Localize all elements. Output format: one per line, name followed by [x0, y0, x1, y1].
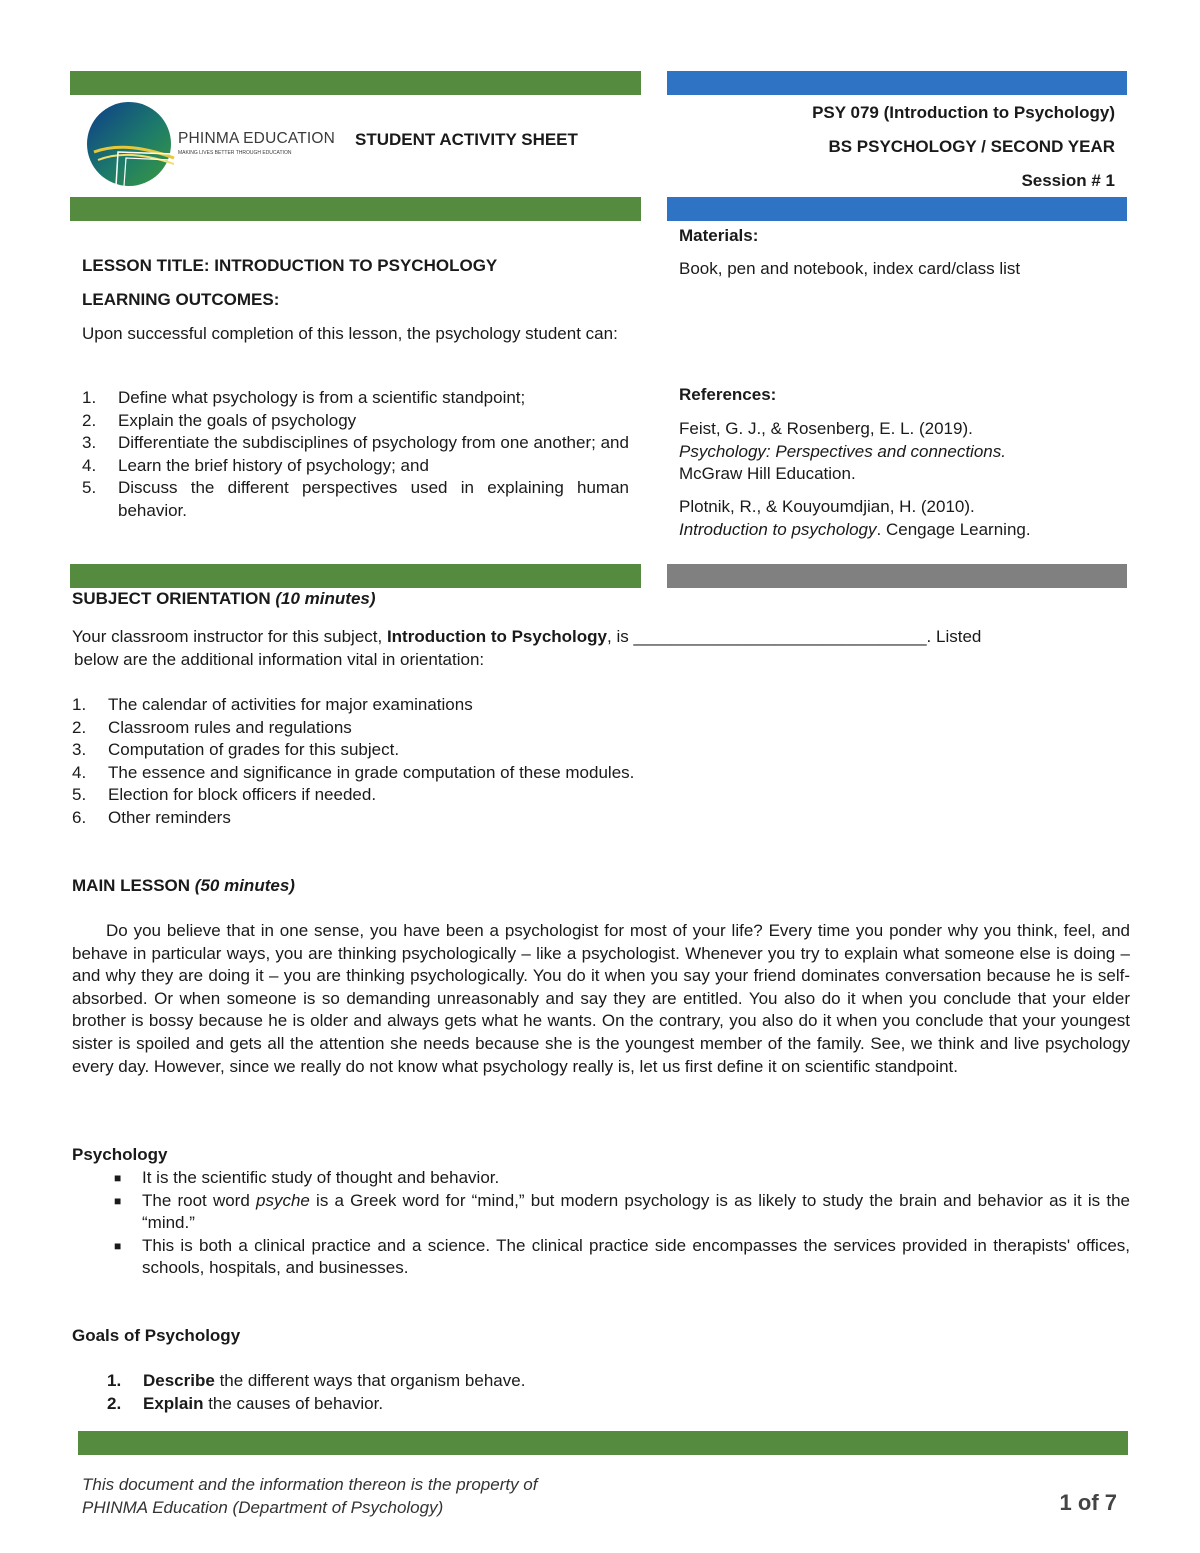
goals-heading: Goals of Psychology: [72, 1326, 241, 1345]
psychology-bullets: [72, 1167, 1130, 1280]
list-item-text: Explain the goals of psychology: [118, 410, 357, 430]
psychology-bullet-2-b: is a Greek word for “mind,” but modern psychology is as likely to study the brain and behavior as it is the “mind.”: [142, 1190, 1130, 1233]
page-number: 1 of 7: [1059, 1490, 1117, 1515]
list-item: [72, 762, 772, 785]
reference-1-title: Psychology: Perspectives and connections.: [679, 441, 1006, 461]
reference-1-authors: Feist, G. J., & Rosenberg, E. L. (2019).: [679, 419, 973, 438]
list-item: [72, 717, 772, 740]
program-year: BS PSYCHOLOGY / SECOND YEAR: [828, 137, 1115, 156]
section-bar-right: [667, 564, 1127, 588]
list-number: 5.: [72, 785, 87, 805]
list-item-text: Other reminders: [108, 807, 231, 827]
list-item: [82, 387, 629, 410]
psychology-heading: Psychology: [72, 1145, 168, 1164]
orientation-heading: [72, 588, 376, 610]
list-number: 3.: [72, 740, 87, 760]
list-item-text: the causes of behavior.: [208, 1393, 384, 1413]
sheet-title: STUDENT ACTIVITY SHEET: [355, 130, 578, 149]
list-item: [82, 477, 629, 522]
materials-heading: Materials:: [679, 226, 759, 245]
list-item: [82, 455, 629, 478]
list-item-text: Differentiate the subdisciplines of psychology from one another; and: [118, 433, 629, 453]
psychology-bullet-3: This is both a clinical practice and a science. The clinical practice side encompasses the services provided in therapists' offices, schools, hospitals, and businesses.: [142, 1235, 1130, 1278]
list-item: [72, 1235, 1130, 1280]
orientation-list: [72, 694, 772, 830]
goals-list: [107, 1370, 1007, 1415]
list-item: [72, 1190, 1130, 1235]
list-item-text: Computation of grades for this subject.: [108, 740, 400, 760]
header-bar-left-bottom: [70, 197, 641, 221]
list-number: 2.: [72, 717, 87, 737]
bullet-icon: ■: [114, 1171, 122, 1185]
psychology-bullet-2-a: The root word: [142, 1190, 250, 1210]
list-number: 6.: [72, 807, 87, 827]
list-number: 1.: [82, 388, 97, 407]
list-item-keyword: Explain: [143, 1393, 204, 1413]
references-heading: References:: [679, 385, 777, 404]
footer-bar: [78, 1431, 1128, 1455]
psychology-bullet-2-term: psyche: [255, 1190, 310, 1210]
main-lesson-paragraph: Do you believe that in one sense, you have been a psychologist for most of your life? Every time you ponder why you think, feel, and behave in particular ways, you are thinking psychologically – like a psychologist. Whenever you try to explain what someone else is doing – and why they are doing it – you are thinking psychologically. You do it when you say your friend dominates conversation because he is self-absorbed. Or when someone is so demanding unreasonably and say they are entitled. You also do it when you conclude that your elder brother is bossy because he is older and always gets what he wants. On the contrary, you also do it when you conclude that your youngest sister is spoiled and gets all the attention she needs because she is the youngest member of the family. See, we think and live psychology every day. However, since we really do not know what psychology really is, let us first define it on scientific standpoint.: [72, 921, 1130, 1076]
header-bar-right-top: [667, 71, 1127, 95]
phinma-logo: [86, 100, 336, 190]
list-item: [107, 1370, 1007, 1393]
orientation-line-1-a: Your classroom instructor for this subject,: [72, 627, 383, 646]
orientation-subject-name: Introduction to Psychology: [386, 627, 608, 646]
outcomes-list: [82, 387, 629, 523]
orientation-line-1: [72, 626, 981, 648]
orientation-line-1-b: , is _______________________________. Listed: [607, 627, 982, 646]
list-item-text: the different ways that organism behave.: [219, 1371, 526, 1390]
orientation-line-2: below are the additional information vital in orientation:: [74, 650, 485, 669]
footer-notice-line-2: PHINMA Education (Department of Psychology): [82, 1498, 444, 1517]
list-item-text: The calendar of activities for major examinations: [108, 695, 473, 714]
list-number: 1.: [107, 1371, 122, 1390]
lesson-title: LESSON TITLE: INTRODUCTION TO PSYCHOLOGY: [82, 256, 498, 275]
list-item-text: Define what psychology is from a scientific standpoint;: [118, 388, 526, 407]
bullet-icon: ■: [114, 1193, 122, 1208]
main-lesson-title: MAIN LESSON: [72, 876, 191, 895]
list-number: 1.: [72, 695, 87, 714]
course-code: PSY 079 (Introduction to Psychology): [812, 103, 1115, 122]
header-bar-right-bottom: [667, 197, 1127, 221]
list-number: 4.: [72, 762, 87, 782]
outcomes-heading: LEARNING OUTCOMES:: [82, 290, 280, 309]
session-number: Session # 1: [1021, 171, 1115, 190]
list-item-text: The essence and significance in grade computation of these modules.: [108, 762, 635, 782]
footer-notice-line-1: This document and the information thereon is the property of: [82, 1475, 538, 1494]
logo-emblem-icon: [86, 100, 176, 190]
psychology-bullet-1: It is the scientific study of thought and behavior.: [142, 1168, 500, 1187]
reference-2: [679, 496, 1031, 541]
orientation-time: (10 minutes): [275, 589, 376, 608]
logo-tagline: MAKING LIVES BETTER THROUGH EDUCATION: [178, 150, 292, 156]
reference-2-title: Introduction to psychology: [679, 519, 877, 539]
list-number: 2.: [82, 410, 97, 430]
list-item: [72, 807, 772, 830]
list-item: [72, 694, 772, 717]
reference-2-authors: Plotnik, R., & Kouyoumdjian, H. (2010).: [679, 497, 975, 516]
reference-2-publisher: . Cengage Learning.: [876, 519, 1031, 539]
list-number: 4.: [82, 455, 97, 475]
main-lesson-heading: [72, 875, 295, 897]
list-number: 5.: [82, 478, 97, 498]
list-item-text: Classroom rules and regulations: [108, 717, 352, 737]
list-item-keyword: Describe: [143, 1371, 215, 1390]
reference-1-publisher: McGraw Hill Education.: [679, 464, 856, 484]
list-number: 2.: [107, 1393, 122, 1413]
list-number: 3.: [82, 433, 97, 453]
list-item: [72, 784, 772, 807]
course-info: [812, 96, 1115, 198]
reference-1: [679, 418, 1006, 486]
footer-notice: [82, 1473, 537, 1519]
section-bar-left: [70, 564, 641, 588]
main-lesson-time: (50 minutes): [194, 876, 295, 895]
list-item-text: Learn the brief history of psychology; and: [118, 455, 429, 475]
logo-name: PHINMA EDUCATION: [178, 130, 336, 147]
materials-text: Book, pen and notebook, index card/class list: [679, 259, 1021, 278]
list-item-text: Election for block officers if needed.: [108, 785, 377, 805]
list-item: [82, 410, 629, 433]
list-item-text: Discuss the different perspectives used in explaining human behavior.: [118, 478, 629, 520]
list-item: [72, 739, 772, 762]
header-bar-left-top: [70, 71, 641, 95]
list-item: [72, 1167, 1130, 1190]
list-item: [107, 1393, 1007, 1416]
orientation-title: SUBJECT ORIENTATION: [72, 589, 271, 608]
outcomes-intro: Upon successful completion of this lesson, the psychology student can:: [82, 324, 618, 343]
list-item: [82, 432, 629, 455]
bullet-icon: ■: [114, 1238, 122, 1253]
